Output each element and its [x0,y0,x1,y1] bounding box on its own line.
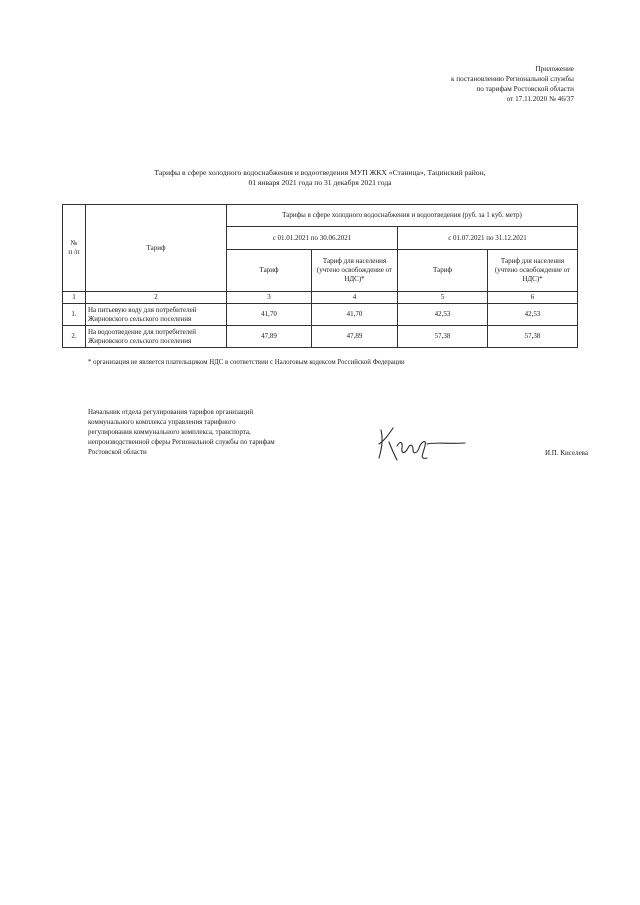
header-tariff: Тариф [86,205,227,292]
signer-line: Ростовской области [88,448,147,456]
header-number: № п /п [63,205,86,292]
header-group: Тарифы в сфере холодного водоснабжения и водоотведения (руб. за 1 куб. метр) [227,205,578,227]
signer-line: коммунального комплекса управления тарифного [88,418,236,426]
vat-footnote: * организация не является плательщиком НДС в соответствии с Налоговым кодексом Российской Федерации [88,359,405,366]
appendix-line: от 17.11.2020 № 46/37 [506,95,574,103]
column-number: 4 [312,292,398,304]
signer-line: Начальник отдела регулирования тарифов организаций [88,408,254,416]
row-value: 41,70 [227,304,312,326]
appendix-note [334,64,574,104]
tariff-table [62,204,578,348]
header-period-1: с 01.01.2021 по 30.06.2021 [227,227,398,250]
column-number: 5 [398,292,488,304]
handwritten-signature [375,424,467,464]
appendix-line: Приложение [535,65,574,73]
subheader-population: Тариф для населения (учтено освобождение от НДС)* [488,250,578,292]
table-row [63,304,578,326]
row-value: 47,89 [312,326,398,348]
subheader-population: Тариф для населения (учтено освобождение от НДС)* [312,250,398,292]
column-number: 1 [63,292,86,304]
row-value: 47,89 [227,326,312,348]
row-value: 57,38 [488,326,578,348]
row-value: 42,53 [488,304,578,326]
row-number: 2. [63,326,86,348]
column-number: 2 [86,292,227,304]
row-tariff-name: На водоотведение для потребителей Жирновского сельского поселения [86,326,227,348]
appendix-line: к постановлению Региональной службы [450,75,574,83]
header-period-2: с 01.07.2021 по 31.12.2021 [398,227,578,250]
table-row [63,326,578,348]
row-tariff-name: На питьевую воду для потребителей Жирновского сельского поселения [86,304,227,326]
row-value: 42,53 [398,304,488,326]
signer-line: регулирования коммунального комплекса, транспорта, [88,428,251,436]
signer-position [88,407,318,457]
subheader-tariff: Тариф [398,250,488,292]
column-number: 3 [227,292,312,304]
column-number: 6 [488,292,578,304]
row-value: 57,38 [398,326,488,348]
row-value: 41,70 [312,304,398,326]
document-title [130,168,510,188]
title-line-2: 01 января 2021 года по 31 декабря 2021 года [248,178,392,187]
title-line-1: Тарифы в сфере холодного водоснабжения и водоотведения МУП ЖКХ «Станица», Тацинский район, [154,168,486,177]
appendix-line: по тарифам Ростовской области [476,85,574,93]
row-number: 1. [63,304,86,326]
signer-line: непроизводственной сферы Региональной службы по тарифам [88,438,275,446]
subheader-tariff: Тариф [227,250,312,292]
signer-name: И.П. Киселева [545,449,588,457]
